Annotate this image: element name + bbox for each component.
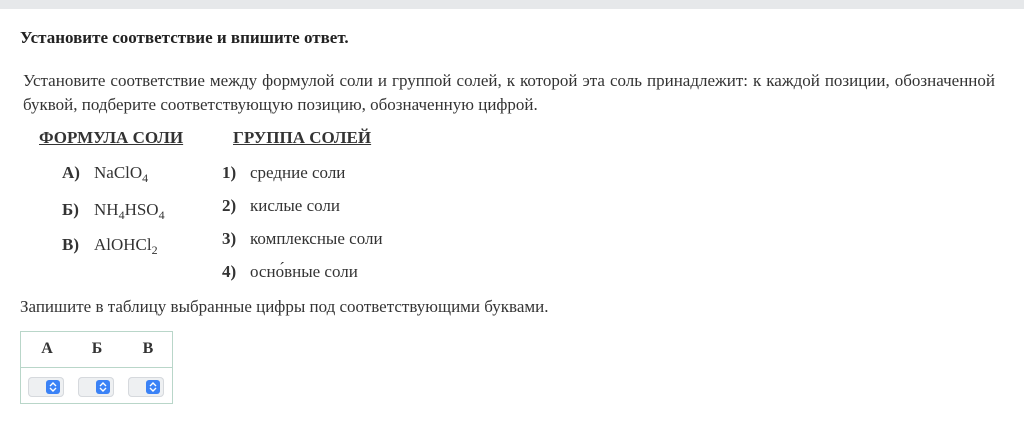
select-arrows-icon (46, 380, 60, 394)
select-arrows-icon (96, 380, 110, 394)
top-bar (0, 0, 1024, 9)
formula-part: AlOHCl (94, 235, 152, 254)
formula-value (94, 163, 149, 185)
task-heading: Установите соответствие и впишите ответ. (20, 28, 349, 47)
answer-select-v[interactable] (128, 377, 164, 397)
formula-subscript: 2 (151, 243, 158, 257)
answer-header-a: А (41, 340, 53, 357)
group-key: 2) (222, 196, 237, 215)
answer-select-b[interactable] (78, 377, 114, 397)
answer-table (20, 331, 173, 404)
formula-value (94, 200, 165, 222)
group-item-2 (222, 196, 340, 216)
formula-item-a (62, 163, 148, 183)
formula-subscript: 4 (142, 171, 149, 185)
group-label: кислые соли (250, 196, 341, 215)
group-key: 1) (222, 163, 237, 182)
formula-subscript: 4 (158, 208, 165, 222)
group-label: средние соли (250, 163, 346, 182)
group-item-1 (222, 163, 345, 183)
formula-part: NH (94, 200, 119, 219)
task-text: Установите соответствие между формулой соли и группой солей, к которой эта соль принадлежит: к каждой позиции, обозначенной буквой, подберите соответствующую позицию, обозначенную цифрой. (23, 71, 995, 114)
group-item-3 (222, 229, 383, 249)
formula-key: Б) (62, 200, 79, 219)
formula-key: В) (62, 235, 79, 254)
formula-value (94, 235, 158, 257)
table-divider (21, 367, 172, 368)
formula-key: А) (62, 163, 80, 182)
formula-subscript: 4 (118, 208, 125, 222)
answer-select-a[interactable] (28, 377, 64, 397)
instruction-text: Запишите в таблицу выбранные цифры под соответствующими буквами. (20, 297, 549, 316)
group-label: осно́вные соли (250, 262, 358, 281)
group-label: комплексные соли (250, 229, 383, 248)
group-key: 3) (222, 229, 237, 248)
formula-column-title: ФОРМУЛА СОЛИ (39, 128, 184, 147)
answer-header-v: В (142, 340, 154, 357)
group-key: 4) (222, 262, 237, 281)
formula-part: HSO (124, 200, 159, 219)
formula-item-b (62, 200, 165, 220)
select-arrows-icon (146, 380, 160, 394)
formula-item-v (62, 235, 158, 255)
answer-header-b: Б (91, 340, 103, 357)
group-column-title: ГРУППА СОЛЕЙ (233, 128, 372, 147)
formula-part: NaClO (94, 163, 143, 182)
group-item-4 (222, 262, 358, 282)
